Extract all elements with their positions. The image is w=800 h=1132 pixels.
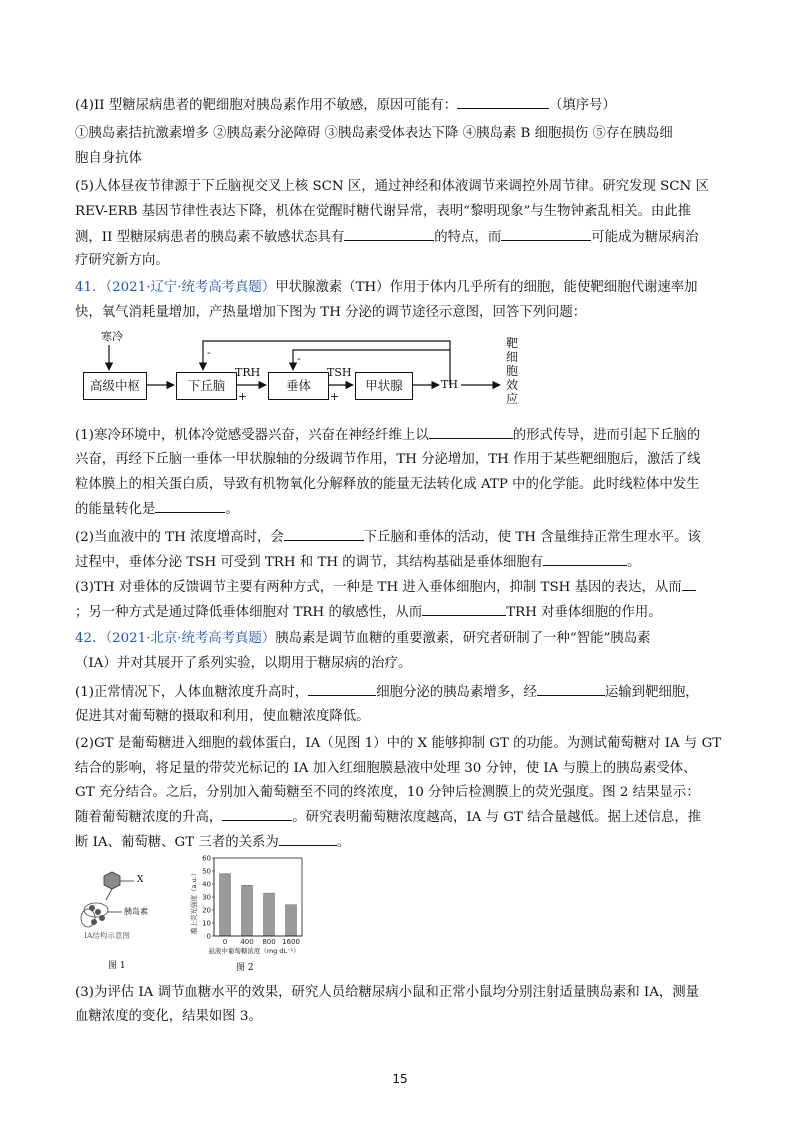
q40-part5-line2: REV-ERB 基因节律性表达下降，机体在觉醒时糖代谢异常，表明“黎明现象”与生物钟紊乱相关。由此推 xyxy=(75,204,692,219)
text: 的形式传导，进而引起下丘脑的 xyxy=(512,428,701,443)
q41-part1-line3: 粒体膜上的相关蛋白质，导致有机物氧化分解释放的能量无法转化成 ATP 中的化学能。此时线粒体中发生 xyxy=(75,477,700,492)
q42-part1-line2: 促进其对葡萄糖的摄取和利用，使血糖浓度降低。 xyxy=(75,709,370,724)
question-number: 42． xyxy=(75,631,106,646)
q41-part3-line2 xyxy=(75,603,735,622)
page-number: 15 xyxy=(392,1072,408,1086)
x-label: X xyxy=(137,875,144,885)
th-regulation-diagram xyxy=(75,328,545,428)
answer-blank[interactable] xyxy=(284,528,364,541)
text: (3)TH 对垂体的反馈调节主要有两种方式，一种是 TH 进入垂体细胞内，抑制 TSH 基因的表达，从而 xyxy=(75,580,682,595)
y-tick-label: 60 xyxy=(202,854,211,863)
text: 下丘脑和垂体的活动，使 TH 含量维持正常生理水平。该 xyxy=(363,530,701,545)
q41-part1-line2: 兴奋，再经下丘脑一垂体一甲状腺轴的分级调节作用，TH 分泌增加，TH 作用于某些靶细胞后，激活了线 xyxy=(75,452,701,467)
figure-1 xyxy=(74,868,174,972)
text: (2)当血液中的 TH 浓度增高时，会 xyxy=(75,530,284,545)
q42-stem-line1 xyxy=(75,630,735,648)
text: (1)寒冷环境中，机体冷觉感受器兴奋，兴奋在神经纤维上以 xyxy=(75,428,429,443)
answer-blank[interactable] xyxy=(422,603,506,616)
text: 随着葡萄糖浓度的升高， xyxy=(75,810,223,825)
bar xyxy=(264,893,275,936)
chart-svg xyxy=(180,852,310,976)
text: TRH 对垂体细胞的作用。 xyxy=(506,605,662,620)
text: 。 xyxy=(336,835,351,850)
y-tick-label: 20 xyxy=(202,906,211,915)
answer-blank[interactable] xyxy=(155,500,225,513)
q40-part4-options: ①胰岛素拮抗激素增多 ②胰岛素分泌障碍 ③胰岛素受体表达下降 ④胰岛素 B 细胞损伤 ⑤存在胰岛细 xyxy=(75,126,673,141)
q40-part4-options-cont: 胞自身抗体 xyxy=(75,151,142,166)
text: 胰岛素是调节血糖的重要激素，研究者研制了一种“智能”胰岛素 xyxy=(275,631,651,646)
box-pituitary: 垂体 xyxy=(268,372,329,400)
trh-label: TRH xyxy=(235,366,261,379)
answer-blank[interactable] xyxy=(429,426,513,439)
q41-part1-line1 xyxy=(75,426,735,445)
q40-part5-line4: 疗研究新方向。 xyxy=(75,253,169,268)
text: (1)正常情况下，人体血糖浓度升高时， xyxy=(75,685,309,700)
text: 。 xyxy=(225,502,239,517)
text: 运输到靶细胞， xyxy=(604,685,699,700)
bar xyxy=(220,874,231,936)
box-higher-center: 高级中枢 xyxy=(83,372,147,400)
y-axis-label: 膜上荧光强度（a.u.） xyxy=(190,869,198,934)
answer-blank[interactable] xyxy=(344,228,434,241)
text: ；另一种方式是通过降低垂体细胞对 TRH 的敏感性，从而 xyxy=(75,605,423,620)
text: 细胞分泌的胰岛素增多，经 xyxy=(376,685,537,700)
minus-sign-2: - xyxy=(297,352,301,365)
answer-blank[interactable] xyxy=(537,683,605,696)
plus-sign-2: + xyxy=(330,390,340,403)
q42-part2-line5 xyxy=(75,833,735,852)
target-cell-effect-label xyxy=(505,336,519,406)
answer-blank[interactable] xyxy=(501,228,591,241)
char: 胞 xyxy=(505,364,518,378)
answer-blank[interactable] xyxy=(457,96,549,109)
q42-part2-line1: (2)GT 是葡萄糖进入细胞的载体蛋白，IA（见图 1）中的 X 能够抑制 GT 的功能。为测试葡萄糖对 IA 与 GT xyxy=(75,736,722,751)
text: 的能量转化是 xyxy=(75,502,156,517)
q41-stem-line2: 快，氧气消耗量增加，产热量增加下图为 TH 分泌的调节途径示意图，回答下列问题： xyxy=(75,305,587,320)
text: 。研究表明葡萄糖浓度越高，IA 与 GT 结合量越低。据上述信息，推 xyxy=(292,810,702,825)
answer-blank[interactable] xyxy=(222,808,292,821)
q42-part1-line1 xyxy=(75,683,735,702)
bar xyxy=(242,885,253,936)
figure-2-caption: 图 2 xyxy=(236,963,254,973)
question-source: （2021·辽宁·统考高考真题） xyxy=(105,280,276,295)
q41-part2-line2 xyxy=(75,553,735,572)
text: 可能成为糖尿病治 xyxy=(591,230,699,245)
q41-part1-line4 xyxy=(75,500,735,519)
box-hypothalamus: 下丘脑 xyxy=(176,372,237,400)
y-tick-label: 40 xyxy=(202,880,211,889)
text: （填序号） xyxy=(548,98,616,113)
q42-part2-line4 xyxy=(75,808,735,827)
x-tick-label: 1600 xyxy=(282,938,300,946)
q41-part2-line1 xyxy=(75,528,735,547)
q42-part3-line2: 血糖浓度的变化，结果如图 3。 xyxy=(75,1009,262,1024)
char: 效 xyxy=(505,378,518,392)
char: 细 xyxy=(505,350,518,364)
y-tick-label: 30 xyxy=(202,893,211,902)
q40-part4-line1 xyxy=(75,96,735,115)
figure-2-bar-chart xyxy=(180,852,310,976)
bar xyxy=(286,905,297,936)
answer-blank[interactable] xyxy=(682,578,696,591)
q40-part5-line1: (5)人体昼夜节律源于下丘脑视交叉上核 SCN 区，通过神经和体液调节来调控外周节律。研究发现 SCN 区 xyxy=(75,179,709,194)
q42-part2-line3: GT 充分结合。之后，分别加入葡萄糖至不同的终浓度，10 分钟后检测膜上的荧光强度。图 2 结果显示： xyxy=(75,785,700,800)
q42-stem-line2: （IA）并对其展开了系列实验，以期用于糖尿病的治疗。 xyxy=(75,656,412,671)
question-number: 41． xyxy=(75,280,106,295)
answer-blank[interactable] xyxy=(543,553,627,566)
th-label: TH xyxy=(441,378,458,391)
box-thyroid: 甲状腺 xyxy=(355,372,413,400)
figure-1-caption: 图 1 xyxy=(108,961,126,971)
text: 。 xyxy=(627,555,641,570)
q42-part3-line1: (3)为评估 IA 调节血糖水平的效果，研究人员给糖尿病小鼠和正常小鼠均分别注射适量胰岛素和 IA，测量 xyxy=(75,985,700,1000)
q42-part2-line2: 结合的影响，将足量的带荧光标记的 IA 加入红细胞膜悬液中处理 30 分钟，使 IA 与膜上的胰岛素受体、 xyxy=(75,761,697,776)
text: 过程中，垂体分泌 TSH 可受到 TRH 和 TH 的调节，其结构基础是垂体细胞有 xyxy=(75,555,544,570)
x-tick-label: 0 xyxy=(222,938,228,946)
y-tick-label: 0 xyxy=(206,932,211,941)
minus-sign-1: - xyxy=(207,346,211,359)
x-axis-label: 悬液中葡萄糖浓度（mg·dL⁻¹） xyxy=(208,947,300,955)
plus-sign-1: + xyxy=(238,390,248,403)
q40-part5-line3 xyxy=(75,228,735,247)
answer-blank[interactable] xyxy=(308,683,376,696)
text: (4)II 型糖尿病患者的靶细胞对胰岛素作用不敏感，原因可能有： xyxy=(75,98,457,113)
answer-blank[interactable] xyxy=(279,833,337,846)
char: 应 xyxy=(505,392,518,406)
text: 测，II 型糖尿病患者的胰岛素不敏感状态具有 xyxy=(75,230,345,245)
text: 断 IA、葡萄糖、GT 三者的关系为 xyxy=(75,835,279,850)
q41-stem-line1 xyxy=(75,279,735,297)
y-tick-label: 10 xyxy=(202,919,211,928)
y-tick-label: 50 xyxy=(202,867,211,876)
question-source: （2021·北京·统考高考真题） xyxy=(105,631,276,646)
text: 的特点，而 xyxy=(434,230,502,245)
tsh-label: TSH xyxy=(327,366,352,379)
x-molecule-hexagon xyxy=(104,872,120,889)
figure-inner-caption: IA结构示意图 xyxy=(84,931,130,940)
cold-label: 寒冷 xyxy=(101,330,123,343)
q41-part3-line1 xyxy=(75,578,735,597)
insulin-label: 胰岛素 xyxy=(124,907,148,916)
char: 靶 xyxy=(505,336,518,350)
x-tick-label: 800 xyxy=(262,938,276,946)
x-tick-label: 400 xyxy=(240,938,254,946)
text: 甲状腺激素（TH）作用于体内几乎所有的细胞，能使靶细胞代谢速率加 xyxy=(275,280,698,295)
